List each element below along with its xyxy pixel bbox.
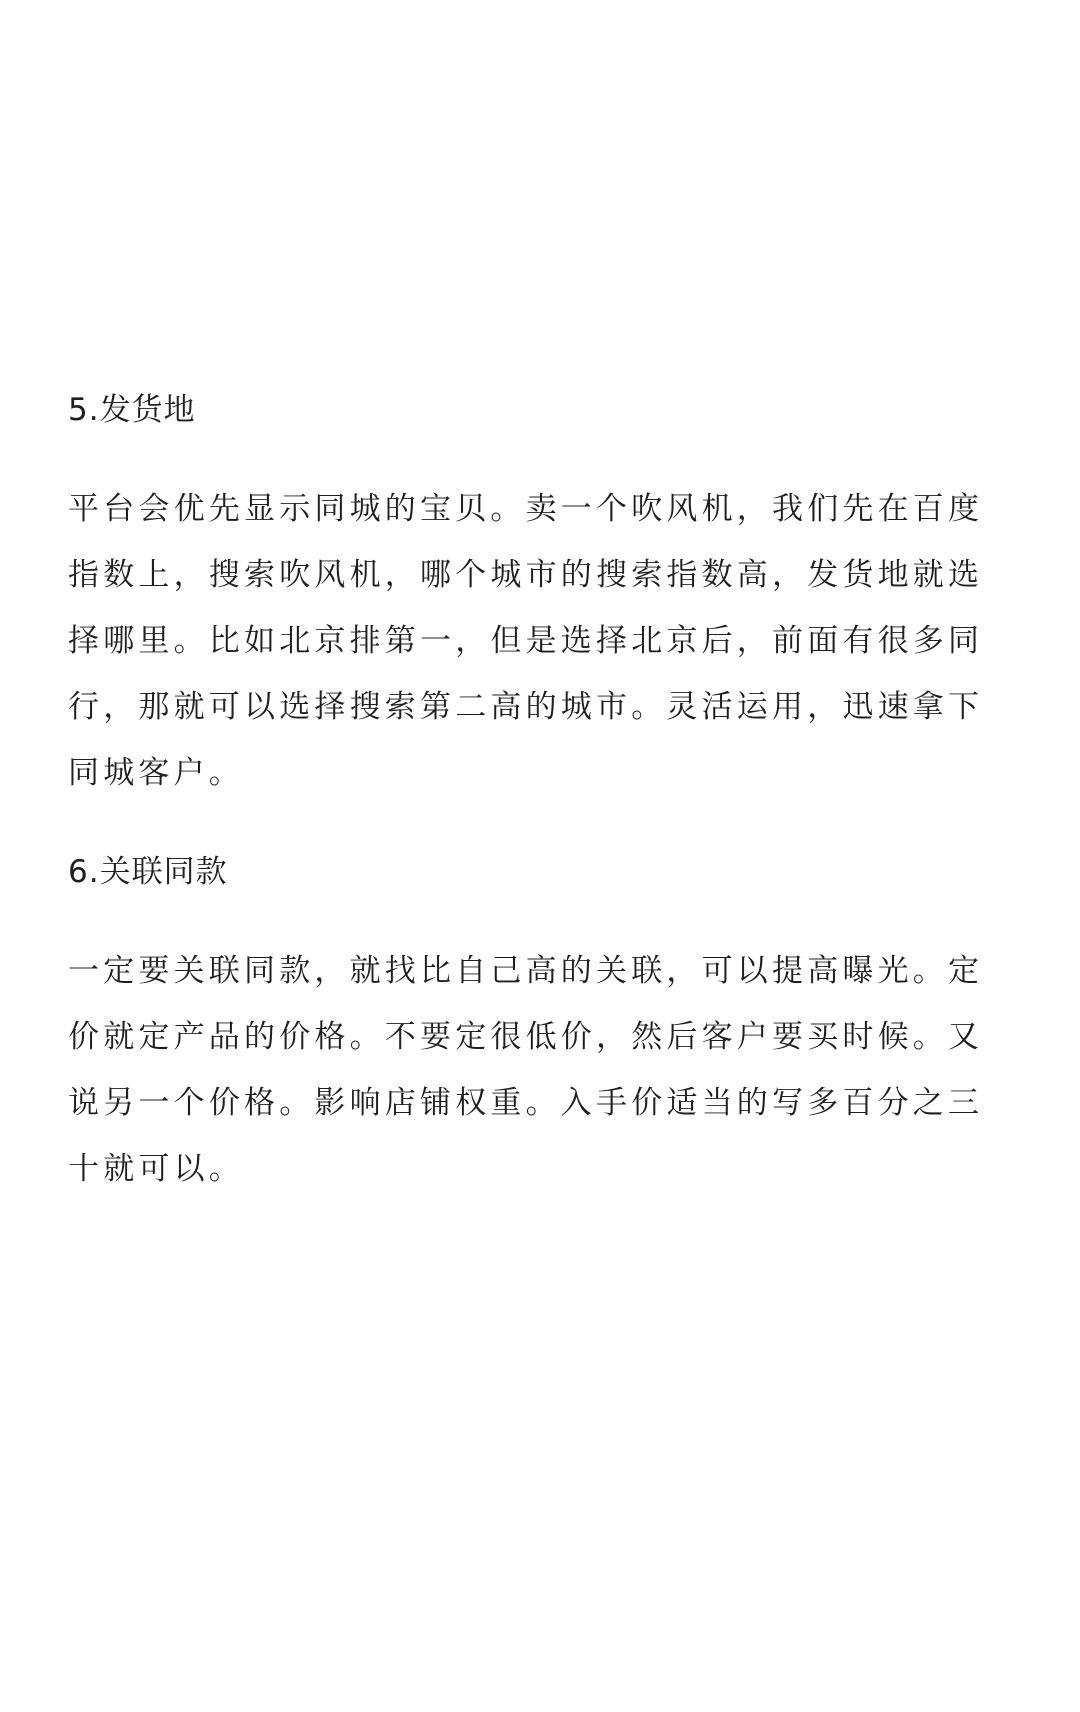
section-heading: 6.关联同款 bbox=[68, 854, 228, 890]
paragraph-line: 说另一个价格。影响店铺权重。入手价适当的写多百分之三 bbox=[68, 1085, 984, 1121]
paragraph-line: 一定要关联同款，就找比自己高的关联，可以提高曝光。定 bbox=[68, 953, 984, 989]
section-shipping-location bbox=[68, 388, 1008, 806]
section-related-items bbox=[68, 850, 1008, 1202]
paragraph-line: 同城客户。 bbox=[68, 755, 244, 791]
paragraph-line: 十就可以。 bbox=[68, 1151, 244, 1187]
paragraph-line: 平台会优先显示同城的宝贝。卖一个吹风机，我们先在百度 bbox=[68, 491, 984, 527]
section-paragraph bbox=[68, 938, 1008, 1202]
section-paragraph bbox=[68, 476, 1008, 806]
paragraph-line: 价就定产品的价格。不要定很低价，然后客户要买时候。又 bbox=[68, 1019, 984, 1055]
paragraph-line: 指数上，搜索吹风机，哪个城市的搜索指数高，发货地就选 bbox=[68, 557, 984, 593]
section-heading: 5.发货地 bbox=[68, 392, 196, 428]
paragraph-line: 行，那就可以选择搜索第二高的城市。灵活运用，迅速拿下 bbox=[68, 689, 984, 725]
paragraph-line: 择哪里。比如北京排第一，但是选择北京后，前面有很多同 bbox=[68, 623, 984, 659]
